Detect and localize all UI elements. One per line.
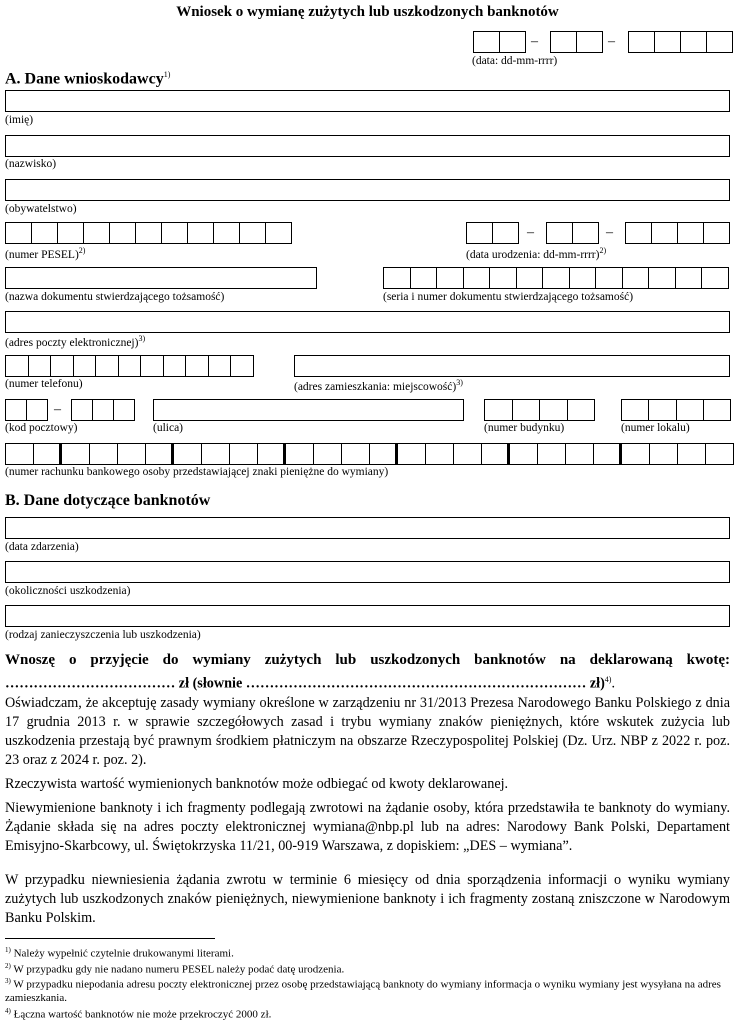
postal-separator: – bbox=[54, 402, 61, 417]
footnote-separator bbox=[5, 938, 215, 939]
last-name-label: (nazwisko) bbox=[5, 158, 57, 170]
return-request-paragraph: Niewymienione banknoty i ich fragmenty podlegają zwrotowi na żądanie osoby, która przedstawiła te banknoty do wymiany. Żądanie składa się na adres poczty elektronicznej wymiana@nbp.pl lub na adres: Narodowy Bank Polski, Departament Emisyjno-Skarbcowy, ul. Świętokrzyska 11/21, 00-919 Warszawa, z dopiskiem: „DES – wymiana”. bbox=[5, 800, 730, 854]
city-label: (adres zamieszkania: miejscowość)$^{3)}$ bbox=[294, 378, 463, 393]
destruction-notice-paragraph: W przypadku niewniesienia żądania zwrotu w terminie 6 miesięcy od dnia sporządzenia informacji o wyniku wymiany zużytych lub uszkodzonych znaków pieniężnych, niewymienione banknoty i ich fragmenty zostaną zniszczone w Narodowym Banku Polskim. bbox=[5, 872, 730, 926]
birth-date-month[interactable] bbox=[546, 222, 599, 244]
city-field[interactable] bbox=[294, 355, 730, 377]
citizenship-field[interactable] bbox=[5, 179, 730, 201]
citizenship-label: (obywatelstwo) bbox=[5, 203, 77, 215]
footnote-3: $^{3)}$ W przypadku niepodania adresu poczty elektronicznej przez osobę przedstawiającą banknoty do wymiany informacja o wyniku wymiany jest wysyłana na adres zamieszkania. bbox=[5, 977, 721, 1004]
birth-date-label: (data urodzenia: dd-mm-rrrr)$^{2)}$ bbox=[466, 246, 607, 261]
building-label: (numer budynku) bbox=[484, 422, 565, 434]
declared-amount-statement: Wnoszę o przyjęcie do wymiany zużytych lub uszkodzonych banknotów na deklarowaną kwotę: bbox=[5, 652, 730, 668]
damage-circumstances-field[interactable] bbox=[5, 561, 730, 583]
id-doc-number-label: (seria i numer dokumentu stwierdzającego tożsamość) bbox=[383, 291, 634, 303]
date-separator: – bbox=[606, 225, 613, 240]
bank-account-label: (numer rachunku bankowego osoby przedstawiającej znaki pieniężne do wymiany) bbox=[5, 466, 389, 478]
form-date-month[interactable] bbox=[550, 31, 603, 53]
incident-date-label: (data zdarzenia) bbox=[5, 541, 79, 553]
footnote-2: $^{2)}$ W przypadku gdy nie nadano numeru PESEL należy podać datę urodzenia. bbox=[5, 962, 345, 976]
acceptance-paragraph: Oświadczam, że akceptuję zasady wymiany określone w zarządzeniu nr 31/2013 Prezesa Narodowego Banku Polskiego z dnia 17 grudnia 2013 r. w sprawie szczegółowych zasad i trybu wymiany znaków pieniężnych, które wskutek zużycia lub uszkodzenia przestają być prawnym środkiem płatniczym na obszarze Rzeczypospolitej Polskiej (Dz. Urz. NBP z 2022 r. poz. 23 oraz z 2024 r. poz. 2). bbox=[5, 695, 730, 768]
pesel-cells[interactable] bbox=[5, 222, 292, 244]
email-label: (adres poczty elektronicznej)$^{3)}$ bbox=[5, 334, 146, 349]
first-name-field[interactable] bbox=[5, 90, 730, 112]
date-separator: – bbox=[527, 225, 534, 240]
value-notice-paragraph: Rzeczywista wartość wymienionych banknotów może odbiegać od kwoty deklarowanej. bbox=[5, 776, 509, 792]
apartment-label: (numer lokalu) bbox=[621, 422, 690, 434]
footnote-1: $^{1)}$ Należy wypełnić czytelnie drukowanymi literami. bbox=[5, 946, 234, 960]
date-separator: – bbox=[608, 34, 615, 49]
id-doc-number-cells[interactable] bbox=[383, 267, 729, 289]
damage-circumstances-label: (okoliczności uszkodzenia) bbox=[5, 585, 131, 597]
declared-amount-line: ……………………………… zł (słownie ……………………………………………………………… zł)$^{4)}$. bbox=[5, 675, 616, 692]
damage-type-label: (rodzaj zanieczyszczenia lub uszkodzenia) bbox=[5, 629, 201, 641]
postal-code-label: (kod pocztowy) bbox=[5, 422, 78, 434]
birth-date-day[interactable] bbox=[466, 222, 519, 244]
postal-code-prefix[interactable] bbox=[5, 399, 48, 421]
date-label: (data: dd-mm-rrrr) bbox=[472, 55, 558, 67]
date-separator: – bbox=[531, 34, 538, 49]
id-doc-name-field[interactable] bbox=[5, 267, 317, 289]
phone-label: (numer telefonu) bbox=[5, 378, 83, 390]
phone-cells[interactable] bbox=[5, 355, 254, 377]
apartment-number-cells[interactable] bbox=[621, 399, 731, 421]
form-date-day[interactable] bbox=[473, 31, 526, 53]
incident-date-field[interactable] bbox=[5, 517, 730, 539]
birth-date-year[interactable] bbox=[625, 222, 730, 244]
postal-code-suffix[interactable] bbox=[71, 399, 135, 421]
footnote-4: $^{4)}$ Łączna wartość banknotów nie może przekroczyć 2000 zł. bbox=[5, 1007, 272, 1021]
first-name-label: (imię) bbox=[5, 114, 34, 126]
email-field[interactable] bbox=[5, 311, 730, 333]
id-doc-name-label: (nazwa dokumentu stwierdzającego tożsamość) bbox=[5, 291, 225, 303]
damage-type-field[interactable] bbox=[5, 605, 730, 627]
last-name-field[interactable] bbox=[5, 135, 730, 157]
pesel-label: (numer PESEL)$^{2)}$ bbox=[5, 246, 86, 261]
bank-account-cells[interactable] bbox=[5, 443, 734, 465]
street-label: (ulica) bbox=[153, 422, 184, 434]
building-number-cells[interactable] bbox=[484, 399, 595, 421]
section-b-title: B. Dane dotyczące banknotów bbox=[5, 492, 211, 509]
street-field[interactable] bbox=[153, 399, 464, 421]
form-date-year[interactable] bbox=[628, 31, 733, 53]
section-a-title: A. Dane wnioskodawcy$^{1)}$ bbox=[5, 70, 171, 88]
form-title: Wniosek o wymianę zużytych lub uszkodzonych banknotów bbox=[176, 4, 559, 20]
